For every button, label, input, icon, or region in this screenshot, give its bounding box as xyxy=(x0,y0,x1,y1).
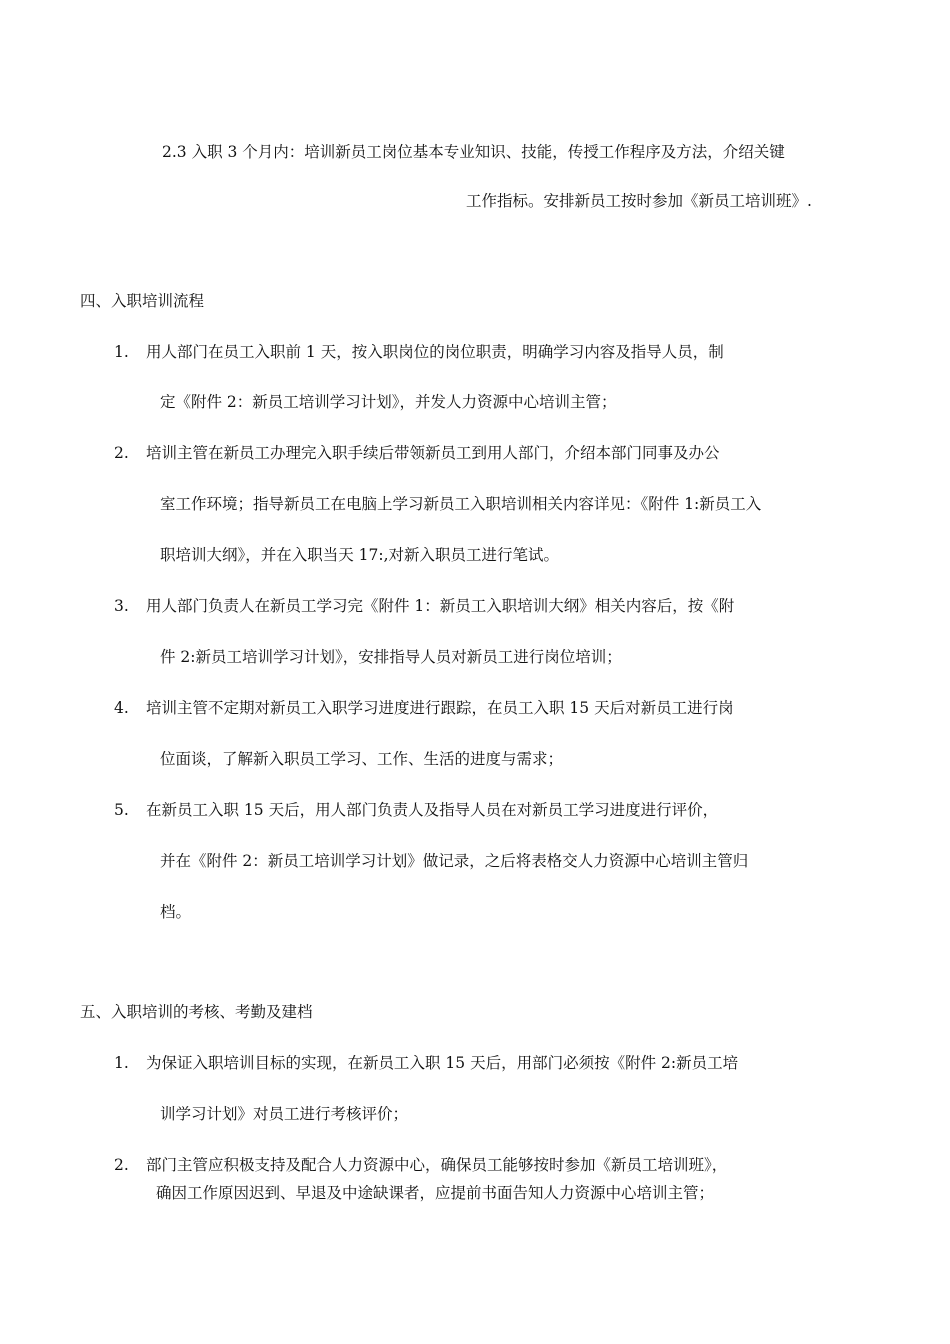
list-item-number: 2. xyxy=(114,444,129,462)
list-item-text: 部门主管应积极支持及配合人力资源中心，确保员工能够按时参加《新员工培训班》， xyxy=(146,1156,728,1174)
list-item-text: 定《附件 2：新员工培训学习计划》，并发人力资源中心培训主管； xyxy=(160,393,617,411)
list-item-number: 2. xyxy=(114,1156,129,1174)
list-item-text: 培训主管在新员工办理完入职手续后带领新员工到用人部门，介绍本部门同事及办公 xyxy=(146,444,720,462)
section-4-heading: 四、入职培训流程 xyxy=(80,292,205,310)
list-item-text: 室工作环境；指导新员工在电脑上学习新员工入职培训相关内容详见：《附件 1:新员工入 xyxy=(160,495,762,513)
section-5-heading: 五、入职培训的考核、考勤及建档 xyxy=(80,1003,313,1021)
list-item-text: 用人部门负责人在新员工学习完《附件 1：新员工入职培训大纲》相关内容后，按《附 xyxy=(146,597,735,615)
list-item-text: 位面谈，了解新入职员工学习、工作、生活的进度与需求； xyxy=(160,750,564,768)
list-item-text: 训学习计划》对员工进行考核评价； xyxy=(160,1105,409,1123)
list-item-text: 确因工作原因迟到、早退及中途缺课者，应提前书面告知人力资源中心培训主管； xyxy=(156,1184,715,1202)
list-item-text: 职培训大纲》，并在入职当天 17:,对新入职员工进行笔试。 xyxy=(160,546,560,564)
list-item-number: 1. xyxy=(114,343,129,361)
list-item-text: 用人部门在员工入职前 1 天，按入职岗位的岗位职责，明确学习内容及指导人员，制 xyxy=(146,343,724,361)
list-item-text: 并在《附件 2：新员工培训学习计划》做记录，之后将表格交人力资源中心培训主管归 xyxy=(160,852,749,870)
section-2-3-line-2: 工作指标。安排新员工按时参加《新员工培训班》. xyxy=(466,192,812,210)
list-item-number: 1. xyxy=(114,1054,129,1072)
list-item-text: 为保证入职培训目标的实现，在新员工入职 15 天后，用部门必须按《附件 2:新员工培 xyxy=(146,1054,739,1072)
list-item-text: 件 2:新员工培训学习计划》，安排指导人员对新员工进行岗位培训； xyxy=(160,648,622,666)
list-item-number: 5. xyxy=(114,801,129,819)
list-item-number: 3. xyxy=(114,597,129,615)
list-item-text: 在新员工入职 15 天后，用人部门负责人及指导人员在对新员工学习进度进行评价， xyxy=(146,801,719,819)
list-item-text: 档。 xyxy=(160,903,192,921)
list-item-number: 4. xyxy=(114,699,129,717)
list-item-text: 培训主管不定期对新员工入职学习进度进行跟踪，在员工入职 15 天后对新员工进行岗 xyxy=(146,699,734,717)
section-2-3-line-1: 2.3 入职 3 个月内：培训新员工岗位基本专业知识、技能，传授工作程序及方法，介绍关键 xyxy=(162,143,785,161)
